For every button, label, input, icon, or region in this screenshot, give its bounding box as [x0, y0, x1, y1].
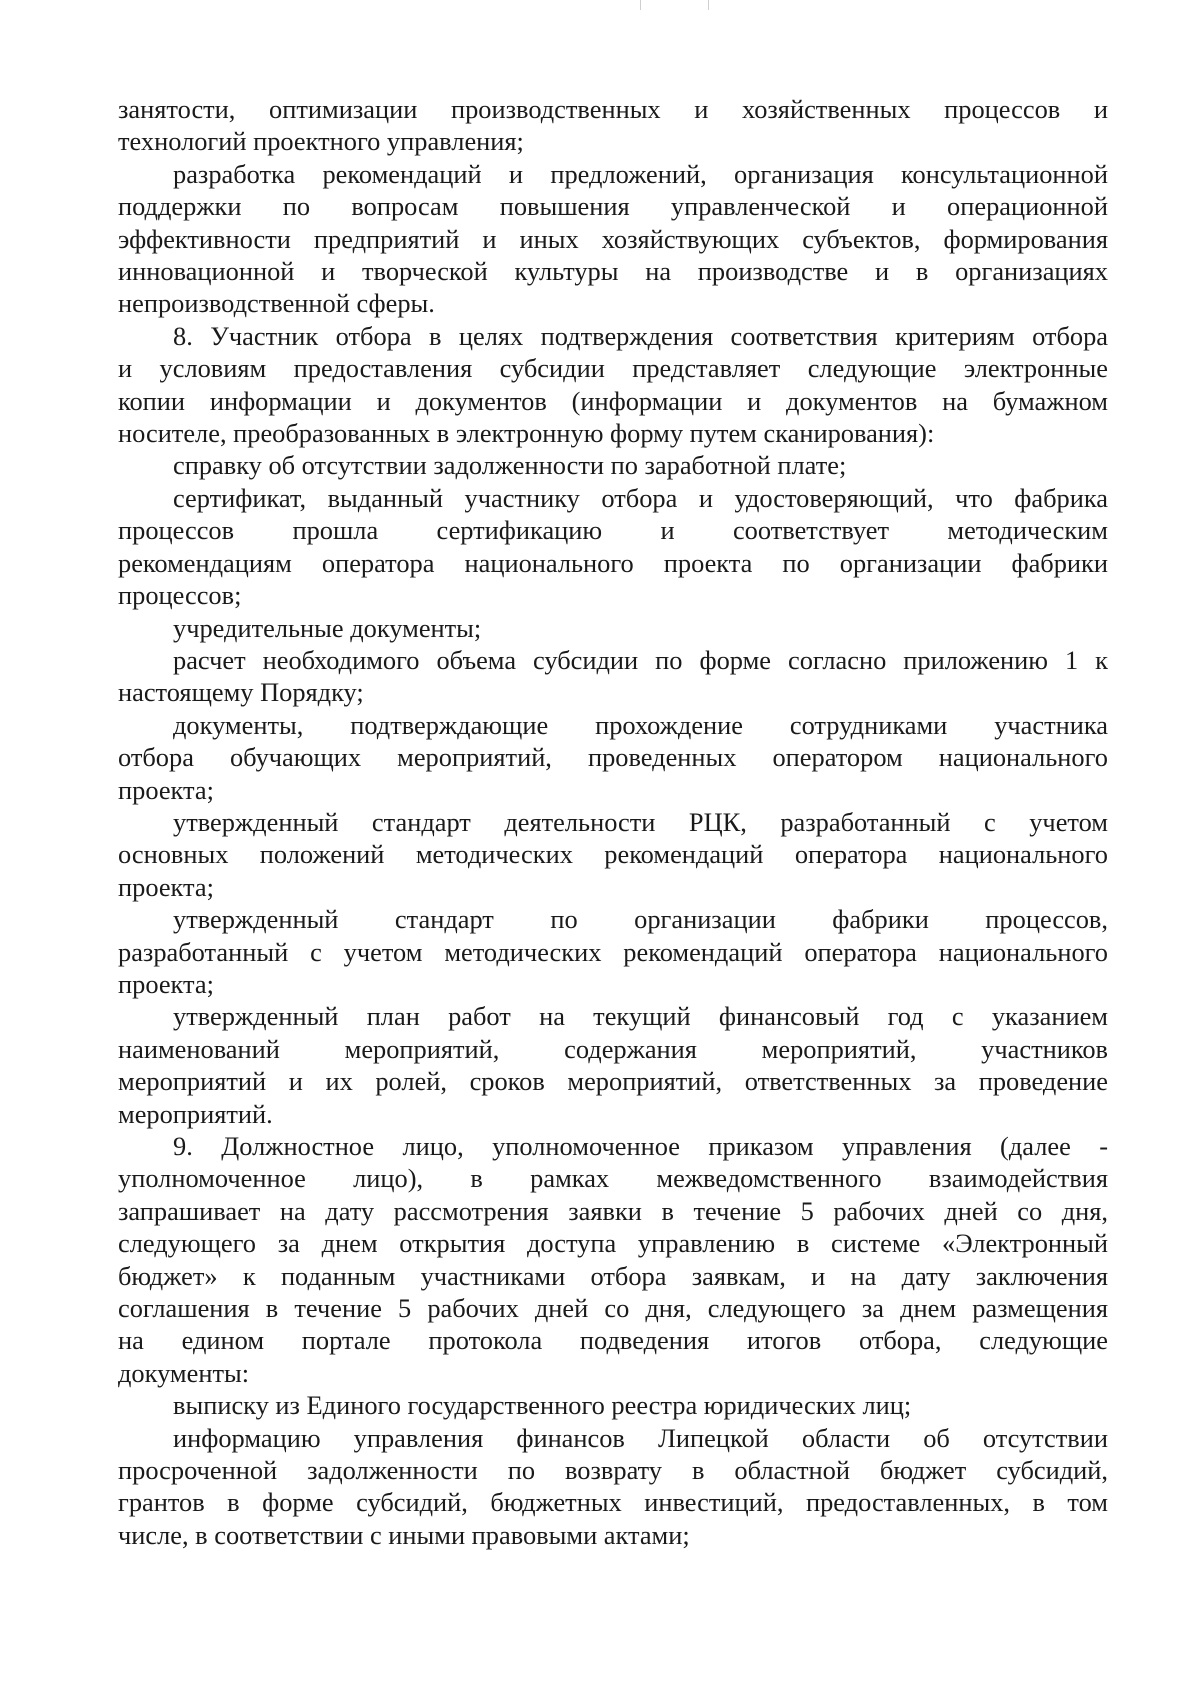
- paragraph-line: процессов;: [118, 580, 242, 611]
- paragraph-first-line: документы, подтверждающие прохождение сотрудниками участника: [173, 709, 1108, 740]
- paragraph-line: наименований мероприятий, содержания мероприятий, участников: [118, 1033, 1108, 1064]
- paragraph-first-line: справку об отсутствии задолженности по заработной плате;: [173, 450, 847, 481]
- paragraph-line: грантов в форме субсидий, бюджетных инвестиций, предоставленных, в том: [118, 1487, 1108, 1518]
- paragraph-first-line: учредительные документы;: [173, 612, 482, 643]
- paragraph-line: непроизводственной сферы.: [118, 288, 435, 319]
- scan-mark: [708, 0, 709, 10]
- paragraph-line: следующего за днем открытия доступа управлению в системе «Электронный: [118, 1228, 1108, 1259]
- paragraph-line: мероприятий.: [118, 1098, 273, 1129]
- scan-mark: [640, 0, 641, 10]
- paragraph-first-line: информацию управления финансов Липецкой области об отсутствии: [173, 1422, 1108, 1453]
- paragraph-line: числе, в соответствии с иными правовыми актами;: [118, 1519, 690, 1550]
- paragraph-line: копии информации и документов (информации и документов на бумажном: [118, 385, 1108, 416]
- paragraph-line: соглашения в течение 5 рабочих дней со дня, следующего за днем размещения: [118, 1293, 1108, 1324]
- paragraph-first-line: 9. Должностное лицо, уполномоченное приказом управления (далее -: [173, 1131, 1108, 1161]
- paragraph-line: на едином портале протокола подведения итогов отбора, следующие: [118, 1325, 1108, 1356]
- paragraph-first-line: утвержденный стандарт по организации фабрики процессов,: [173, 904, 1108, 935]
- paragraph-line: основных положений методических рекомендаций оператора национального: [118, 839, 1108, 870]
- paragraph-first-line: расчет необходимого объема субсидии по форме согласно приложению 1 к: [173, 644, 1108, 675]
- paragraph-line: и условиям предоставления субсидии представляет следующие электронные: [118, 353, 1108, 384]
- paragraph-line: носителе, преобразованных в электронную форму путем сканирования):: [118, 418, 935, 449]
- paragraph-first-line: утвержденный план работ на текущий финансовый год с указанием: [173, 1001, 1108, 1032]
- paragraph-line: инновационной и творческой культуры на производстве и в организациях: [118, 256, 1108, 287]
- paragraph-line: поддержки по вопросам повышения управленческой и операционной: [118, 191, 1108, 222]
- paragraph-first-line: занятости, оптимизации производственных и хозяйственных процессов и: [118, 94, 1108, 124]
- paragraph-line: настоящему Порядку;: [118, 677, 364, 708]
- paragraph-line: отбора обучающих мероприятий, проведенных оператором национального: [118, 742, 1108, 773]
- paragraph-line: рекомендациям оператора национального проекта по организации фабрики: [118, 547, 1108, 578]
- paragraph-first-line: выписку из Единого государственного реестра юридических лиц;: [173, 1390, 912, 1421]
- paragraph-first-line: разработка рекомендаций и предложений, организация консультационной: [173, 158, 1108, 189]
- paragraph-line: просроченной задолженности по возврату в областной бюджет субсидий,: [118, 1455, 1108, 1486]
- paragraph-line: эффективности предприятий и иных хозяйствующих субъектов, формирования: [118, 223, 1108, 254]
- document-body: [118, 93, 1108, 1551]
- paragraph-first-line: утвержденный стандарт деятельности РЦК, разработанный с учетом: [173, 806, 1108, 837]
- paragraph-line: разработанный с учетом методических рекомендаций оператора национального: [118, 936, 1108, 967]
- paragraph-line: бюджет» к поданным участниками отбора заявкам, и на дату заключения: [118, 1260, 1108, 1291]
- paragraph-line: проекта;: [118, 968, 214, 999]
- paragraph-first-line: сертификат, выданный участнику отбора и удостоверяющий, что фабрика: [173, 482, 1108, 513]
- paragraph-line: запрашивает на дату рассмотрения заявки в течение 5 рабочих дней со дня,: [118, 1195, 1108, 1226]
- paragraph-line: проекта;: [118, 774, 214, 805]
- paragraph-line: документы:: [118, 1357, 250, 1388]
- paragraph-line: проекта;: [118, 871, 214, 902]
- paragraph-line: уполномоченное лицо), в рамках межведомственного взаимодействия: [118, 1163, 1108, 1194]
- paragraph-line: технологий проектного управления;: [118, 126, 524, 157]
- paragraph-line: процессов прошла сертификацию и соответствует методическим: [118, 515, 1108, 546]
- paragraph-line: мероприятий и их ролей, сроков мероприятий, ответственных за проведение: [118, 1066, 1108, 1097]
- paragraph-first-line: 8. Участник отбора в целях подтверждения соответствия критериям отбора: [173, 320, 1108, 351]
